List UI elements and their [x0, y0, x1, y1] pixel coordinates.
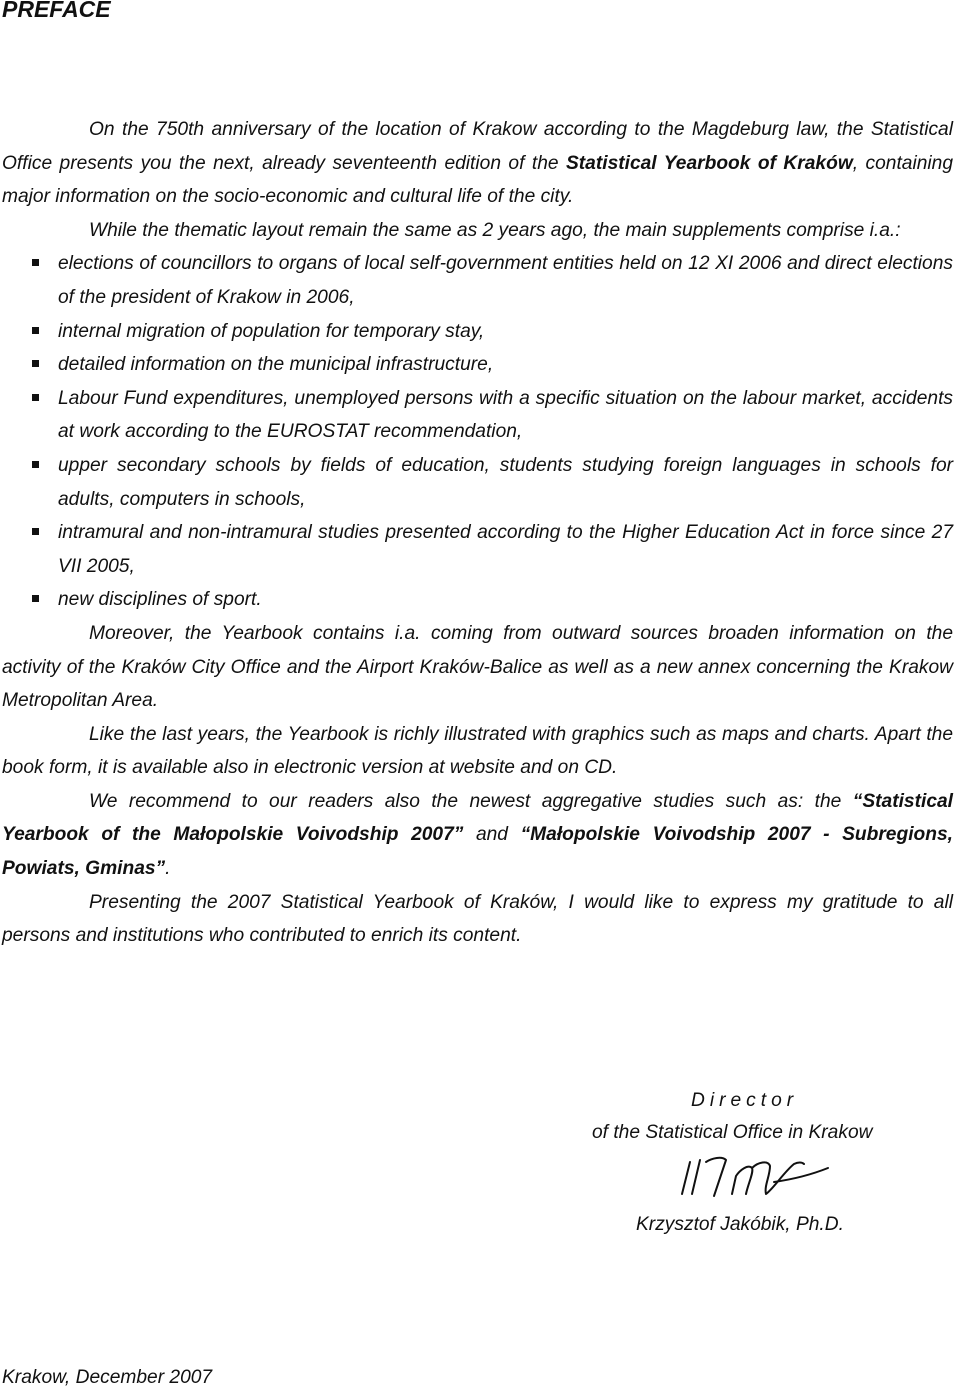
- paragraph-intro-text-b: , containing major information on the socio-economic and cultural life of the city.: [2, 152, 953, 208]
- square-bullet-icon: [32, 394, 39, 401]
- list-item: [58, 516, 953, 583]
- list-item-text: Labour Fund expenditures, unemployed persons with a specific situation on the labour market, accidents at work according to the EUROSTAT recommendation,: [58, 387, 953, 443]
- paragraph-recommend-text-a: We recommend to our readers also the newest aggregative studies such as: the: [89, 790, 853, 812]
- paragraph-recommend-text-c: .: [165, 858, 171, 880]
- list-item-text: detailed information on the municipal infrastructure,: [58, 354, 494, 376]
- paragraph-moreover: Moreover, the Yearbook contains i.a. coming from outward sources broaden information on the activity of the Kraków City Office and the Airport Kraków-Balice as well as a new annex concerning the Krakow Metropolitan Area.: [2, 622, 953, 712]
- paragraph-gratitude: Presenting the 2007 Statistical Yearbook of Kraków, I would like to express my gratitude to all persons and institutions who contributed to enrich its content.: [2, 891, 953, 947]
- list-item-text: intramural and non-intramural studies presented according to the Higher Education Act in force since 27 VII 2005,: [58, 522, 953, 577]
- list-item-text: internal migration of population for temporary stay,: [58, 320, 485, 342]
- recommended-title-1: “Statistical Yearbook of the Małopolskie Voivodship 2007”: [2, 790, 953, 846]
- preface-body: [2, 113, 953, 953]
- list-item: [58, 449, 953, 516]
- paragraph-recommend: [2, 785, 953, 886]
- list-item: [58, 382, 953, 449]
- yearbook-title: Statistical Yearbook of Kraków: [565, 152, 853, 174]
- list-item-text: new disciplines of sport.: [58, 589, 262, 611]
- paragraph-illustrated: Like the last years, the Yearbook is richly illustrated with graphics such as maps and charts. Apart the book form, it is available also in electronic version at website and on CD.: [2, 723, 953, 779]
- recommended-title-2: “Małopolskie Voivodship 2007 - Subregions, Powiats, Gminas”: [2, 824, 953, 880]
- handwritten-signature: [678, 1154, 838, 1206]
- paragraph-recommend-text-b: and: [463, 824, 521, 846]
- square-bullet-icon: [32, 595, 39, 602]
- list-item: [58, 583, 953, 617]
- square-bullet-icon: [32, 461, 39, 468]
- list-item-text: elections of councillors to organs of local self-government entities held on 12 XI 2006 and direct elections of the president of Krakow in 2006,: [58, 253, 953, 308]
- paragraph-intro: [2, 113, 953, 214]
- place-date: Krakow, December 2007: [2, 1367, 213, 1388]
- supplements-list: [2, 247, 953, 617]
- page-title: PREFACE: [2, 0, 111, 22]
- list-item: [58, 247, 953, 314]
- square-bullet-icon: [32, 528, 39, 535]
- square-bullet-icon: [32, 360, 39, 367]
- square-bullet-icon: [32, 259, 39, 266]
- paragraph-supplements-lead: While the thematic layout remain the same as 2 years ago, the main supplements comprise i.a.:: [89, 219, 901, 241]
- paragraph-intro-text-a: On the 750th anniversary of the location of Krakow according to the Magdeburg law, the Statistical Office presents you the next, already seventeenth edition of the: [2, 119, 953, 174]
- office-label: of the Statistical Office in Krakow: [592, 1122, 873, 1143]
- list-item: [58, 315, 953, 349]
- director-label: Director: [691, 1090, 799, 1111]
- square-bullet-icon: [32, 327, 39, 334]
- list-item: [58, 348, 953, 382]
- list-item-text: upper secondary schools by fields of education, students studying foreign languages in schools for adults, computers in schools,: [58, 454, 953, 510]
- director-name: Krzysztof Jakóbik, Ph.D.: [636, 1214, 844, 1235]
